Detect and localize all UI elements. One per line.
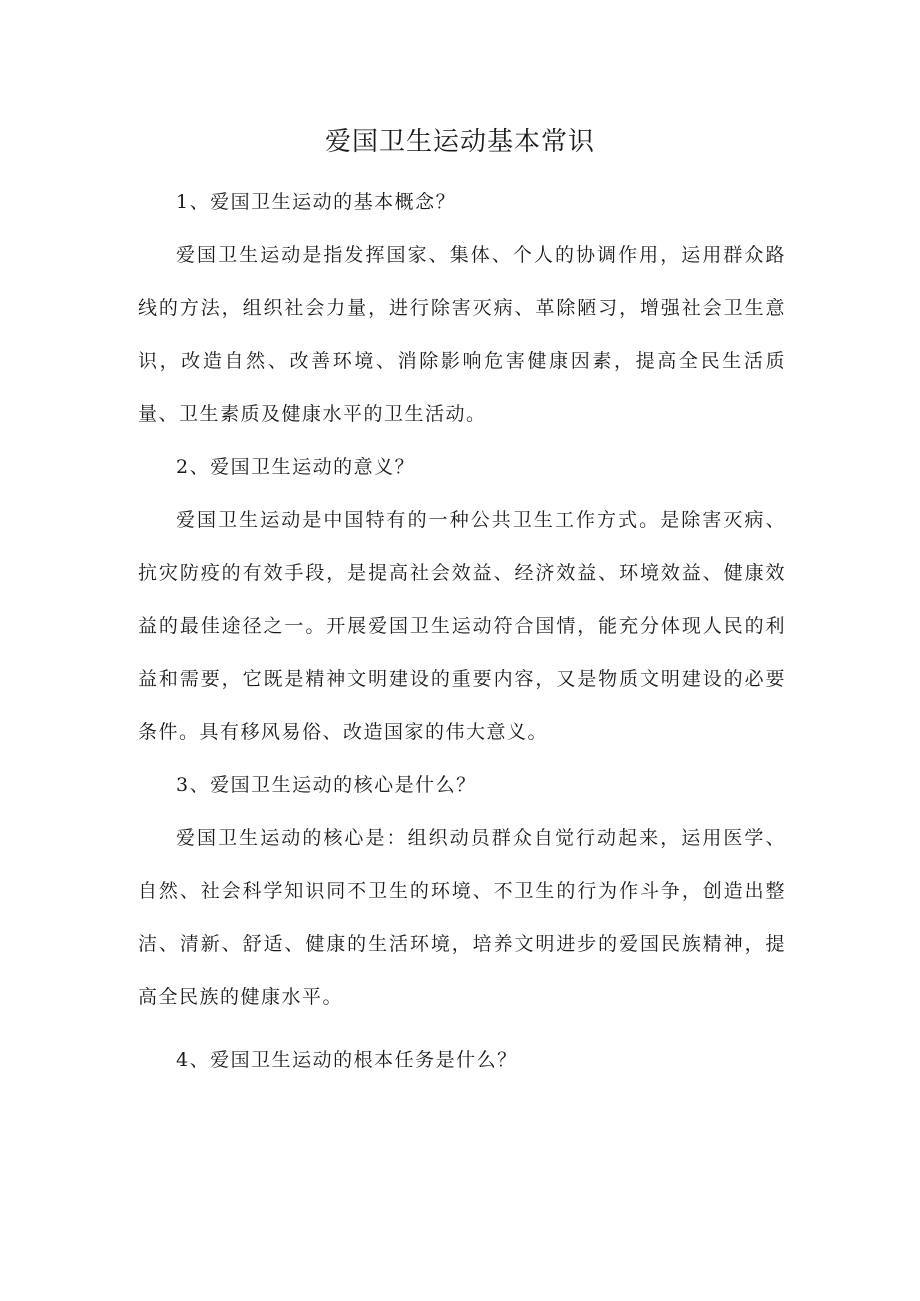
section-2-question: 2、爱国卫生运动的意义？ bbox=[176, 456, 416, 478]
section-2-answer: 爱国卫生运动是中国特有的一种公共卫生工作方式。是除害灭病、抗灾防疫的有效手段，是提高社会效益、经济效益、环境效益、健康效益的最佳途径之一。开展爱国卫生运动符合国情，能充分体现人民的利益和需要，它既是精神文明建设的重要内容，又是物质文明建设的必要条件。具有移风易俗、改造国家的伟大意义。 bbox=[138, 509, 786, 743]
section-3-answer: 爱国卫生运动的核心是：组织动员群众自觉行动起来，运用医学、自然、社会科学知识同不卫生的环境、不卫生的行为作斗争，创造出整洁、清新、舒适、健康的生活环境，培养文明进步的爱国民族精神，提高全民族的健康水平。 bbox=[138, 827, 786, 1008]
document-title: 爱国卫生运动基本常识 bbox=[324, 127, 595, 157]
section-1-answer: 爱国卫生运动是指发挥国家、集体、个人的协调作用，运用群众路线的方法，组织社会力量，进行除害灭病、革除陋习，增强社会卫生意识，改造自然、改善环境、消除影响危害健康因素，提高全民生活质量、卫生素质及健康水平的卫生活动。 bbox=[138, 244, 786, 425]
section-3-question: 3、爱国卫生运动的核心是什么？ bbox=[176, 774, 477, 796]
document-body bbox=[138, 176, 786, 1087]
section-1-question: 1、爱国卫生运动的基本概念？ bbox=[176, 191, 457, 213]
section-4-question: 4、爱国卫生运动的根本任务是什么？ bbox=[176, 1049, 518, 1071]
